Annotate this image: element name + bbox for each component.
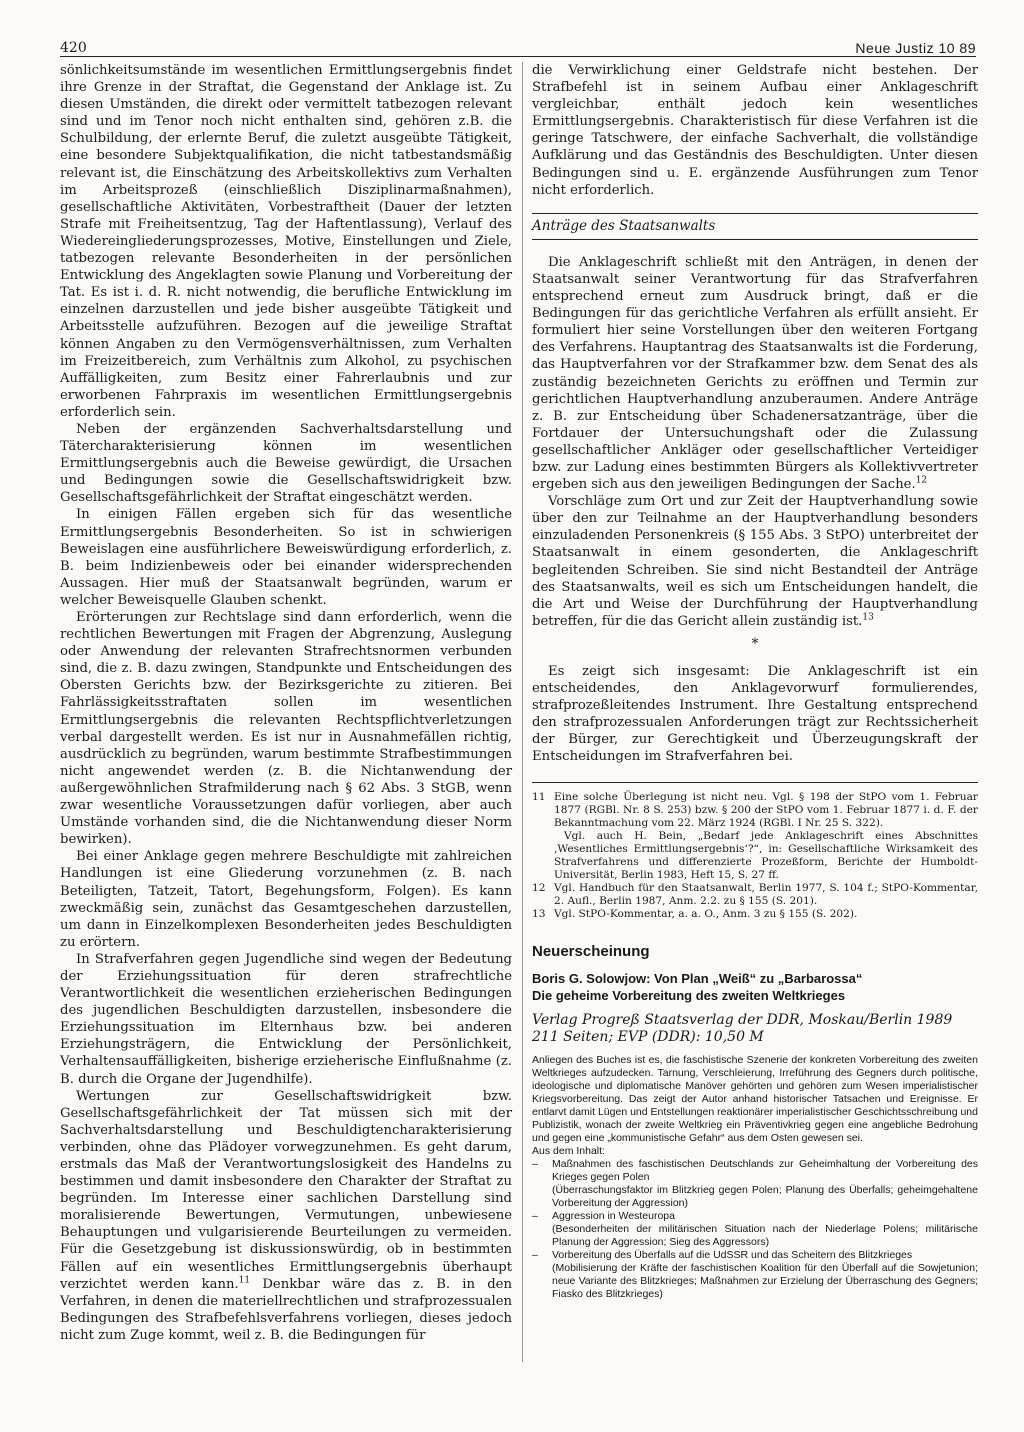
contents-label: Aus dem Inhalt: <box>532 1144 605 1157</box>
review-text: Anliegen des Buches ist es, die faschistische Szenerie der konkreten Vorbereitung des zweiten Weltkrieges aufzudecken. Tarnung, Verschleierung, Irreführung des Gegners durch politische, ideologische und diplomatische Manöver gehörten und gehören zum Wesen imperialistischer Kriegsvorbereitung. Das zeigt der Autor anhand historischer Tatsachen und Ereignisse. Er entlarvt damit Lügen und Entstellungen reaktionärer imperialistischer Geschichtsschreibung und Publizistik, wonach der zweite Weltkrieg ein Präventivkrieg gegen eine angebliche Bedrohung und gegen eine „kommunistische Gefahr“ aus dem Osten gewesen sei. <box>532 1053 978 1144</box>
paragraph: sönlichkeitsumstände im wesentlichen Ermittlungsergebnis findet ihre Grenze in der Straftat, die Gegenstand der Anklage ist. Zu diesen Umständen, die direkt oder vermittelt tatbezogen relevant sind und im Tenor noch nicht enthalten sind, gehören z.B. die Schulbildung, der erlernte Beruf, die zuletzt ausgeübte Tätigkeit, eine besondere Subjektqualifikation, die nicht tatbestandsmäßig relevant ist, die Einschätzung des Arbeitskollektivs zum Verhalten im Arbeitsprozeß (einschließlich Disziplinarmaßnahmen), gesellschaftliche Aktivitäten, Vorbestraftheit (Dauer der letzten Strafe mit Freiheitsentzug, Tag der Haftentlassung), Verlauf des Wiedereingliederungsprozesses, Motive, Einstellungen und Ziele, tatbezogen relevante Besonderheiten in der persönlichen Entwicklung des Angeklagten sowie Planung und Vorbereitung der Tat. Es ist i. d. R. nicht notwendig, die berufliche Entwicklung im einzelnen darzustellen und jede bisher ausgeübte Tätigkeit und Arbeitsstelle aufzuführen. Bezogen auf die jeweilige Straftat können Angaben zu den Vermögensverhältnissen, zum Verhalten im Freizeitbereich, zum Verhältnis zum Alkohol, zu psychischen Auffälligkeiten, zum Besitz einer Fahrerlaubnis und zur erworbenen Fahrpraxis im wesentlichen Ermittlungsergebnis erforderlich sein. <box>60 63 512 420</box>
journal-issue: Neue Justiz 10 89 <box>855 40 976 56</box>
page-number: 420 <box>60 40 87 56</box>
book-subtitle: Die geheime Vorbereitung des zweiten Weltkrieges <box>532 987 846 1003</box>
contents-sub: (Mobilisierung der Kräfte der faschistischen Koalition für den Überfall auf die Sowjetunion; neue Variante des Blitzkrieges; Maßnahmen zur Erzielung der Überraschung des Gegners; Fiasko des Blitzkrieges) <box>552 1261 978 1300</box>
paragraph-text: Vorschläge zum Ort und zur Zeit der Hauptverhandlung sowie über den zur Teilnahme an der Hauptverhandlung besonders einzuladenden Personenkreis (§ 155 Abs. 3 StPO) unterbreitet der Staatsanwalt in einem gesonderten, die Anklageschrift begleitenden Schreiben. Sie sind nicht Bestandteil der Anträge des Staatsanwalts, weil es sich um Entscheidungen handelt, die die Art und Weise der Durchführung der Hauptverhandlung betreffen, für die das Gericht allein zuständig ist. <box>532 494 978 629</box>
contents-item: – Vorbereitung des Überfalls auf die UdSSR und das Scheitern des Blitzkrieges (Mobilisierung der Kräfte der faschistischen Koalition für den Überfall auf die Sowjetunion; neue Variante des Blitzkrieges; Maßnahmen zur Erzielung der Überraschung des Gegners; Fiasko des Blitzkrieges) <box>532 1248 978 1300</box>
book-publisher <box>532 1012 978 1046</box>
paragraph-text: Die Anklageschrift schließt mit den Anträgen, in denen der Staatsanwalt seiner Verantwortung für das Strafverfahren entsprechend erneut zum Ausdruck bringt, daß er die Bedingungen für das gerichtliche Verfahren als erfüllt ansieht. Er formuliert hier seine Vorstellungen über den weiteren Fortgang des Verfahrens. Hauptantrag des Staatsanwalts ist die Forderung, das Hauptverfahren vor der Strafkammer bzw. dem Senat des als zuständig bezeichneten Gerichts zu eröffnen und Termin zur gerichtlichen Hauptverhandlung anzuberaumen. Andere Anträge z. B. zur Entscheidung über Schadenersatzanträge, über die Fortdauer der Untersuchungshaft oder die Zulassung gesellschaftlicher Ankläger oder gesellschaftlicher Verteidiger bzw. zur Ladung eines bestimmten Bürgers als Kollektivvertreter ergeben sich aus den jeweiligen Bedingungen der Sache. <box>532 254 978 493</box>
paragraph: Es zeigt sich insgesamt: Die Anklageschrift ist ein entscheidendes, den Anklagevorwurf formulierendes, strafprozeßleitendes Instrument. Ihre Gestaltung entsprechend den strafprozessualen Anforderungen trägt zur Rechtssicherheit der Bürger, zur Gerechtigkeit und Überzeugungskraft der Entscheidungen im Strafverfahren bei. <box>532 664 978 765</box>
paragraph: die Verwirklichung einer Geldstrafe nicht bestehen. Der Strafbefehl ist in seinem Aufbau einer Anklageschrift vergleichbar, enthält jedoch kein wesentliches Ermittlungsergebnis. Charakteristisch für diese Verfahren ist die geringe Tatschwere, der einfache Sachverhalt, die vollständige Aufklärung und das Geständnis des Beschuldigten. Unter diesen Bedingungen sind u. E. ergänzende Ausführungen zum Tenor nicht erforderlich. <box>532 63 978 198</box>
footnote <box>532 882 978 908</box>
footnote <box>532 908 978 921</box>
paragraph: Erörterungen zur Rechtslage sind dann erforderlich, wenn die rechtlichen Bewertungen mit Fragen der Abgrenzung, Auslegung oder Anwendung der relevanten Strafrechtsnormen verbunden sind, die z. B. dazu zwingen, Standpunkte und Entscheidungen des Obersten Gerichts bzw. der Bezirksgerichte zu zitieren. Bei Fahrlässigkeitsstraftaten sollen im wesentlichen Ermittlungsergebnis die relevanten Rechtspflichtverletzungen verbal dargestellt werden. Es ist nur in Ausnahmefällen richtig, ausdrücklich zu begründen, warum bestimmte Strafbestimmungen nicht angewendet werden (z. B. die Nichtanwendung der außergewöhnlichen Strafmilderung nach § 62 Abs. 3 StGB, wenn zwar wesentliche Voraussetzungen dafür vorliegen, aber auch Umstände vorhanden sind, die die Nichtanwendung dieser Norm bewirken). <box>60 610 512 848</box>
contents-sub: (Überraschungsfaktor im Blitzkrieg gegen Polen; Planung des Überfalls; geheimgehaltene Vorbereitung der Aggression) <box>552 1183 978 1209</box>
review-section-title: Neuerscheinung <box>532 942 650 960</box>
footnote-ref: 11 <box>238 1275 251 1286</box>
footnote-ref: 12 <box>915 475 928 486</box>
contents-main: Maßnahmen des faschistischen Deutschlands zur Geheimhaltung der Vorbereitung des Krieges gegen Polen <box>552 1157 978 1183</box>
review-body <box>532 1054 978 1158</box>
publisher-line: Verlag Progreß Staatsverlag der DDR, Moskau/Berlin 1989 <box>532 1011 953 1028</box>
footnote-continuation: Vgl. auch H. Bein, „Bedarf jede Anklageschrift eines Abschnittes ‚Wesentliches Ermittlungsergebnis‘?“, in: Gesellschaftliche Wirksamkeit des Strafverfahrens und differenzierte Prozeßform, Berichte der Humboldt-Universität, Berlin 1983, Heft 15, S. 27 ff. <box>554 829 978 881</box>
paragraph: Neben der ergänzenden Sachverhaltsdarstellung und Tätercharakterisierung können im wesentlichen Ermittlungsergebnis auch die Beweise gewürdigt, die Ursachen und Bedingungen sowie die Gesellschaftswidrigkeit bzw. Gesellschaftsgefährlichkeit der Straftat eingeschätzt werden. <box>60 421 512 506</box>
right-column <box>532 62 978 1301</box>
footnote <box>532 791 978 830</box>
paragraph: Bei einer Anklage gegen mehrere Beschuldigte mit zahlreichen Handlungen ist eine Gliederung vorzunehmen (z. B. nach Beteiligten, Tatzeit, Tatort, Begehungsform, Folgen). Es kann zweckmäßig sein, zunächst das Gesamtgeschehen darzustellen, um dann in Einzelkomplexen Besonderheiten jedes Beschuldigten zu erörtern. <box>60 849 512 950</box>
footnote-number: 12 <box>532 881 546 894</box>
section-subheading: Anträge des Staatsanwalts <box>532 213 978 240</box>
footnote-number: 11 <box>532 790 546 803</box>
paragraph-text: Denkbar wäre das z. B. in den Verfahren, in denen die materiellrechtlichen und strafprozessualen Bedingungen des Strafbefehlsverfahrens vorliegen, dieses jedoch nicht zum Zuge kommt, weil z. B. die Bedingungen für <box>60 1276 512 1343</box>
contents-main: Aggression in Westeuropa <box>552 1209 675 1222</box>
paragraph-text: Wertungen zur Gesellschaftswidrigkeit bzw. Gesellschaftsgefährlichkeit der Tat müssen sich mit der Sachverhaltsdarstellung und Beschuldigtencharakterisierung verbinden, ohne das Plädoyer vorwegzunehmen. Es geht darum, erstmals das Maß der Verantwortungslosigkeit des Handelns zu bestimmen und damit insbesondere den Charakter der Straftat zu begründen. Im Interesse einer sachlichen Darstellung sind moralisierende Bewertungen, Vermutungen, unbewiesene Behauptungen und vulgarisierende Beurteilungen zu vermeiden. Für die Gesetzgebung ist diskussionswürdig, ob in bestimmten Fällen auf ein wesentliches Ermittlungsergebnis überhaupt verzichtet werden kann. <box>60 1088 512 1292</box>
contents-list <box>532 1158 978 1301</box>
left-column <box>60 62 512 1344</box>
publisher-details: 211 Seiten; EVP (DDR): 10,50 M <box>532 1028 764 1045</box>
footnote-rule <box>532 782 978 783</box>
contents-item: – Maßnahmen des faschistischen Deutschlands zur Geheimhaltung der Vorbereitung des Krieges gegen Polen (Überraschungsfaktor im Blitzkrieg gegen Polen; Planung des Überfalls; geheimgehaltene Vorbereitung der Aggression) <box>532 1157 978 1209</box>
paragraph: In einigen Fällen ergeben sich für das wesentliche Ermittlungsergebnis Besonderheiten. So ist in schwierigen Beweislagen eine ausführlichere Beweiswürdigung erforderlich, z. B. beim Indizienbeweis oder bei einander widersprechenden Aussagen. Hier muß der Staatsanwalt begründen, warum er welcher Beweisquelle Glauben schenkt. <box>60 507 512 608</box>
column-divider <box>522 62 523 1362</box>
footnote-text: Eine solche Überlegung ist nicht neu. Vgl. § 198 der StPO vom 1. Februar 1877 (RGBl. Nr. 8 S. 253) bzw. § 200 der StPO vom 1. Februar 1877 i. d. F. der Bekanntmachung vom 22. März 1924 (RGBl. I Nr. 25 S. 322). <box>554 790 978 829</box>
paragraph: In Strafverfahren gegen Jugendliche sind wegen der Bedeutung der Erziehungssituation für deren strafrechtliche Verantwortlichkeit die wesentlichen erzieherischen Bedingungen des jugendlichen Beschuldigten darzustellen, insbesondere die Erziehungssituation im Elternhaus bzw. bei anderen Erziehungsträgern, die Entwicklung der Persönlichkeit, Verhaltensauffälligkeiten, bisherige erzieherische Einflußnahme (z. B. durch die Organe der Jugendhilfe). <box>60 951 512 1087</box>
book-title: Boris G. Solowjow: Von Plan „Weiß“ zu „Barbarossa“ <box>532 970 863 986</box>
footnote-number: 13 <box>532 907 546 920</box>
paragraph <box>60 1088 512 1344</box>
section-break-star: * <box>751 635 759 652</box>
footnote-text: Vgl. Handbuch für den Staatsanwalt, Berlin 1977, S. 104 f.; StPO-Kommentar, 2. Aufl., Berlin 1987, Anm. 2.2. zu § 155 (S. 201). <box>554 881 978 907</box>
footnote-text: Vgl. StPO-Kommentar, a. a. O., Anm. 3 zu § 155 (S. 202). <box>554 907 858 920</box>
paragraph <box>532 254 978 493</box>
footnote-ref: 13 <box>862 612 874 623</box>
paragraph <box>532 493 978 630</box>
contents-sub: (Besonderheiten der militärischen Situation nach der Niederlage Polens; militärische Planung der Aggression; Sieg des Aggressors) <box>552 1222 978 1248</box>
page-header <box>60 28 976 57</box>
contents-main: Vorbereitung des Überfalls auf die UdSSR und das Scheitern des Blitzkrieges <box>552 1248 913 1261</box>
contents-item: – Aggression in Westeuropa (Besonderheiten der militärischen Situation nach der Niederlage Polens; militärische Planung der Aggression; Sieg des Aggressors) <box>532 1209 978 1248</box>
footnotes <box>532 791 978 921</box>
